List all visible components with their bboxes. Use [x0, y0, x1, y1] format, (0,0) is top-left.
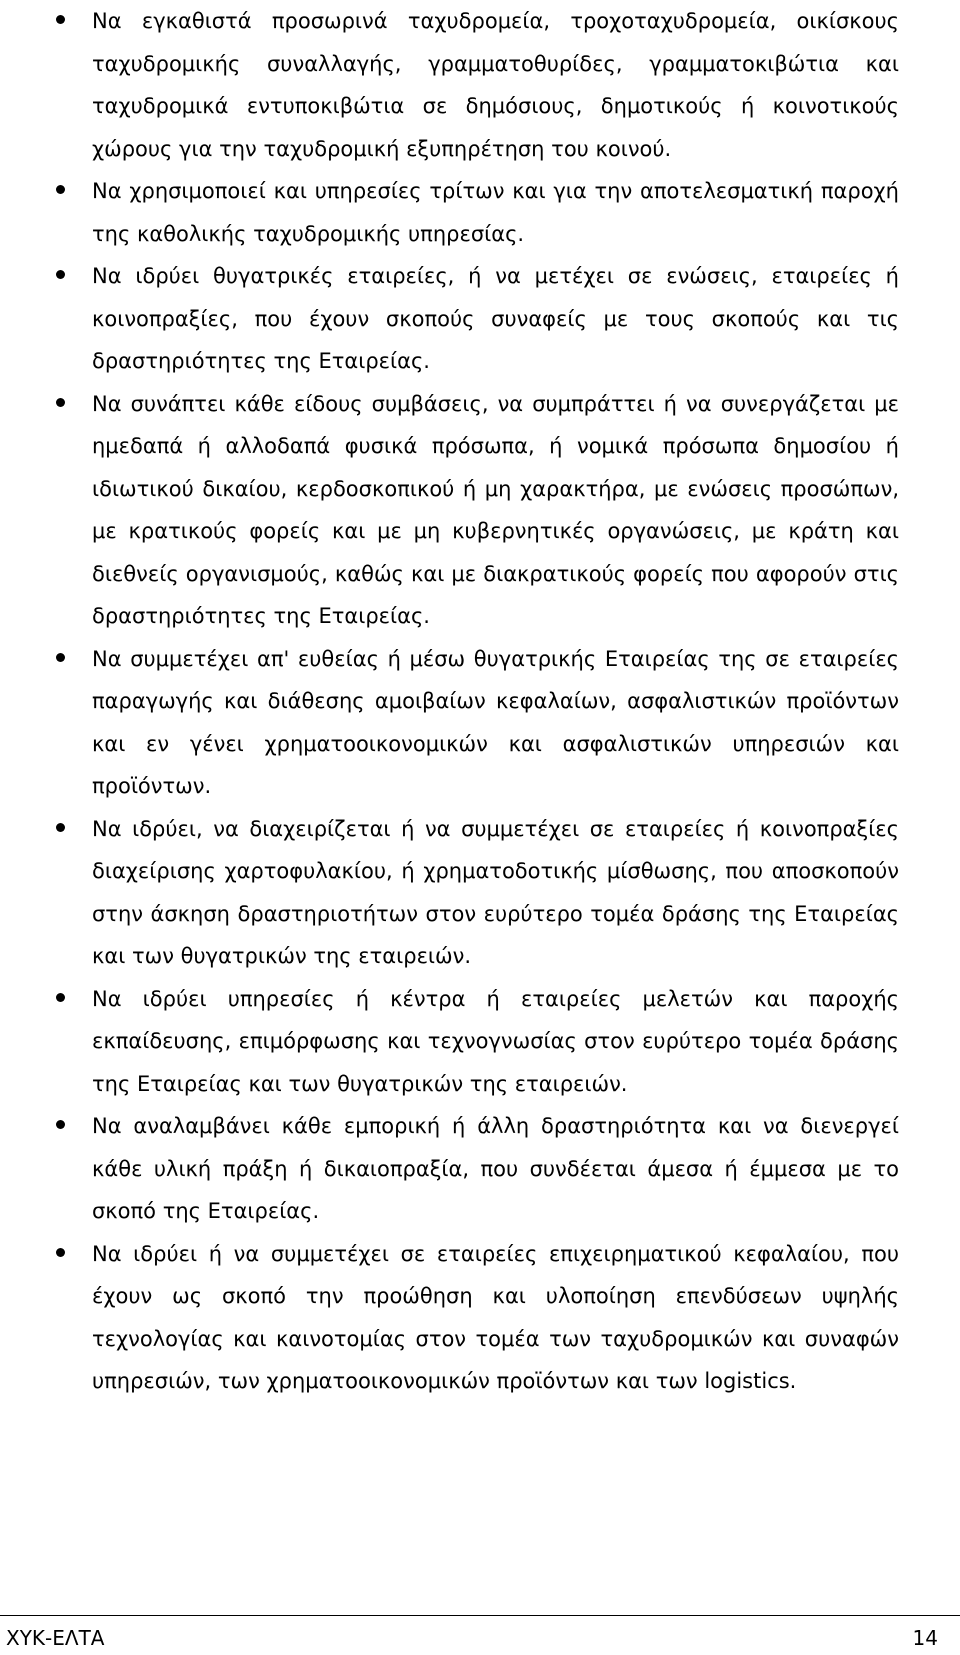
list-item	[0, 383, 960, 638]
list-item	[0, 255, 960, 383]
bullet-dot-icon	[56, 653, 65, 662]
list-item-text: Να συμμετέχει απ' ευθείας ή μέσω θυγατρικής Εταιρείας της σε εταιρείες παραγωγής και διάθεσης αμοιβαίων κεφαλαίων, ασφαλιστικών προϊόντων και εν γένει χρηματοοικονομικών και ασφαλιστικών υπηρεσιών και προϊόντων.	[92, 646, 899, 798]
list-item	[0, 170, 960, 255]
bullet-dot-icon	[56, 1120, 65, 1129]
list-item-text: Να συνάπτει κάθε είδους συμβάσεις, να συμπράττει ή να συνεργάζεται με ημεδαπά ή αλλοδαπά φυσικά πρόσωπα, ή νομικά πρόσωπα δημοσίου ή ιδιωτικού δικαίου, κερδοσκοπικού ή μη χαρακτήρα, με ενώσεις προσώπων, με κρατικούς φορείς και με μη κυβερνητικές οργανώσεις, με κράτη και διεθνείς οργανισμούς, καθώς και με διακρατικούς φορείς που αφορούν στις δραστηριότητες της Εταιρείας.	[92, 391, 899, 628]
page-number: 14	[912, 1626, 938, 1650]
list-item-text: Να ιδρύει ή να συμμετέχει σε εταιρείες επιχειρηματικού κεφαλαίου, που έχουν ως σκοπό την προώθηση και υλοποίηση επενδύσεων υψηλής τεχνολογίας και καινοτομίας στον τομέα των ταχυδρομικών και συναφών υπηρεσιών, των χρηματοοικονομικών προϊόντων και των logistics.	[92, 1241, 899, 1393]
list-item-text: Να αναλαμβάνει κάθε εμπορική ή άλλη δραστηριότητα και να διενεργεί κάθε υλική πράξη ή δικαιοπραξία, που συνδέεται άμεσα ή έμμεσα με το σκοπό της Εταιρείας.	[92, 1114, 899, 1223]
list-item-text: Να εγκαθιστά προσωρινά ταχυδρομεία, τροχοταχυδρομεία, οικίσκους ταχυδρομικής συναλλαγής, γραμματοθυρίδες, γραμματοκιβώτια και ταχυδρομικά εντυποκιβώτια σε δημόσιους, δημοτικούς ή κοινοτικούς χώρους για την ταχυδρομική εξυπηρέτηση του κοινού.	[92, 9, 899, 161]
bullet-dot-icon	[56, 185, 65, 194]
list-item	[0, 638, 960, 808]
bullet-dot-icon	[56, 1248, 65, 1257]
list-item	[0, 1233, 960, 1403]
footer-document-label: ΧΥΚ-ΕΛΤΑ	[6, 1626, 105, 1650]
bullet-dot-icon	[56, 398, 65, 407]
list-item-text: Να χρησιμοποιεί και υπηρεσίες τρίτων και για την αποτελεσματική παροχή της καθολικής ταχυδρομικής υπηρεσίας.	[92, 179, 899, 246]
list-item	[0, 0, 960, 170]
bullet-dot-icon	[56, 270, 65, 279]
bullet-dot-icon	[56, 993, 65, 1002]
list-item-text: Να ιδρύει υπηρεσίες ή κέντρα ή εταιρείες μελετών και παροχής εκπαίδευσης, επιμόρφωσης και τεχνογνωσίας στον ευρύτερο τομέα δράσης της Εταιρείας και των θυγατρικών της εταιρειών.	[92, 986, 899, 1096]
footer-divider	[0, 1615, 960, 1616]
list-item-text: Να ιδρύει θυγατρικές εταιρείες, ή να μετέχει σε ενώσεις, εταιρείες ή κοινοπραξίες, που έχουν σκοπούς συναφείς με τους σκοπούς και τις δραστηριότητες της Εταιρείας.	[92, 264, 899, 373]
list-item	[0, 978, 960, 1106]
list-item	[0, 1105, 960, 1233]
bullet-dot-icon	[56, 823, 65, 832]
list-item-text: Να ιδρύει, να διαχειρίζεται ή να συμμετέχει σε εταιρείες ή κοινοπραξίες διαχείρισης χαρτοφυλακίου, ή χρηματοδοτικής μίσθωσης, που αποσκοπούν στην άσκηση δραστηριοτήτων στον ευρύτερο τομέα δράσης της Εταιρείας και των θυγατρικών της εταιρειών.	[92, 816, 899, 968]
list-item	[0, 808, 960, 978]
bullet-dot-icon	[56, 15, 65, 24]
